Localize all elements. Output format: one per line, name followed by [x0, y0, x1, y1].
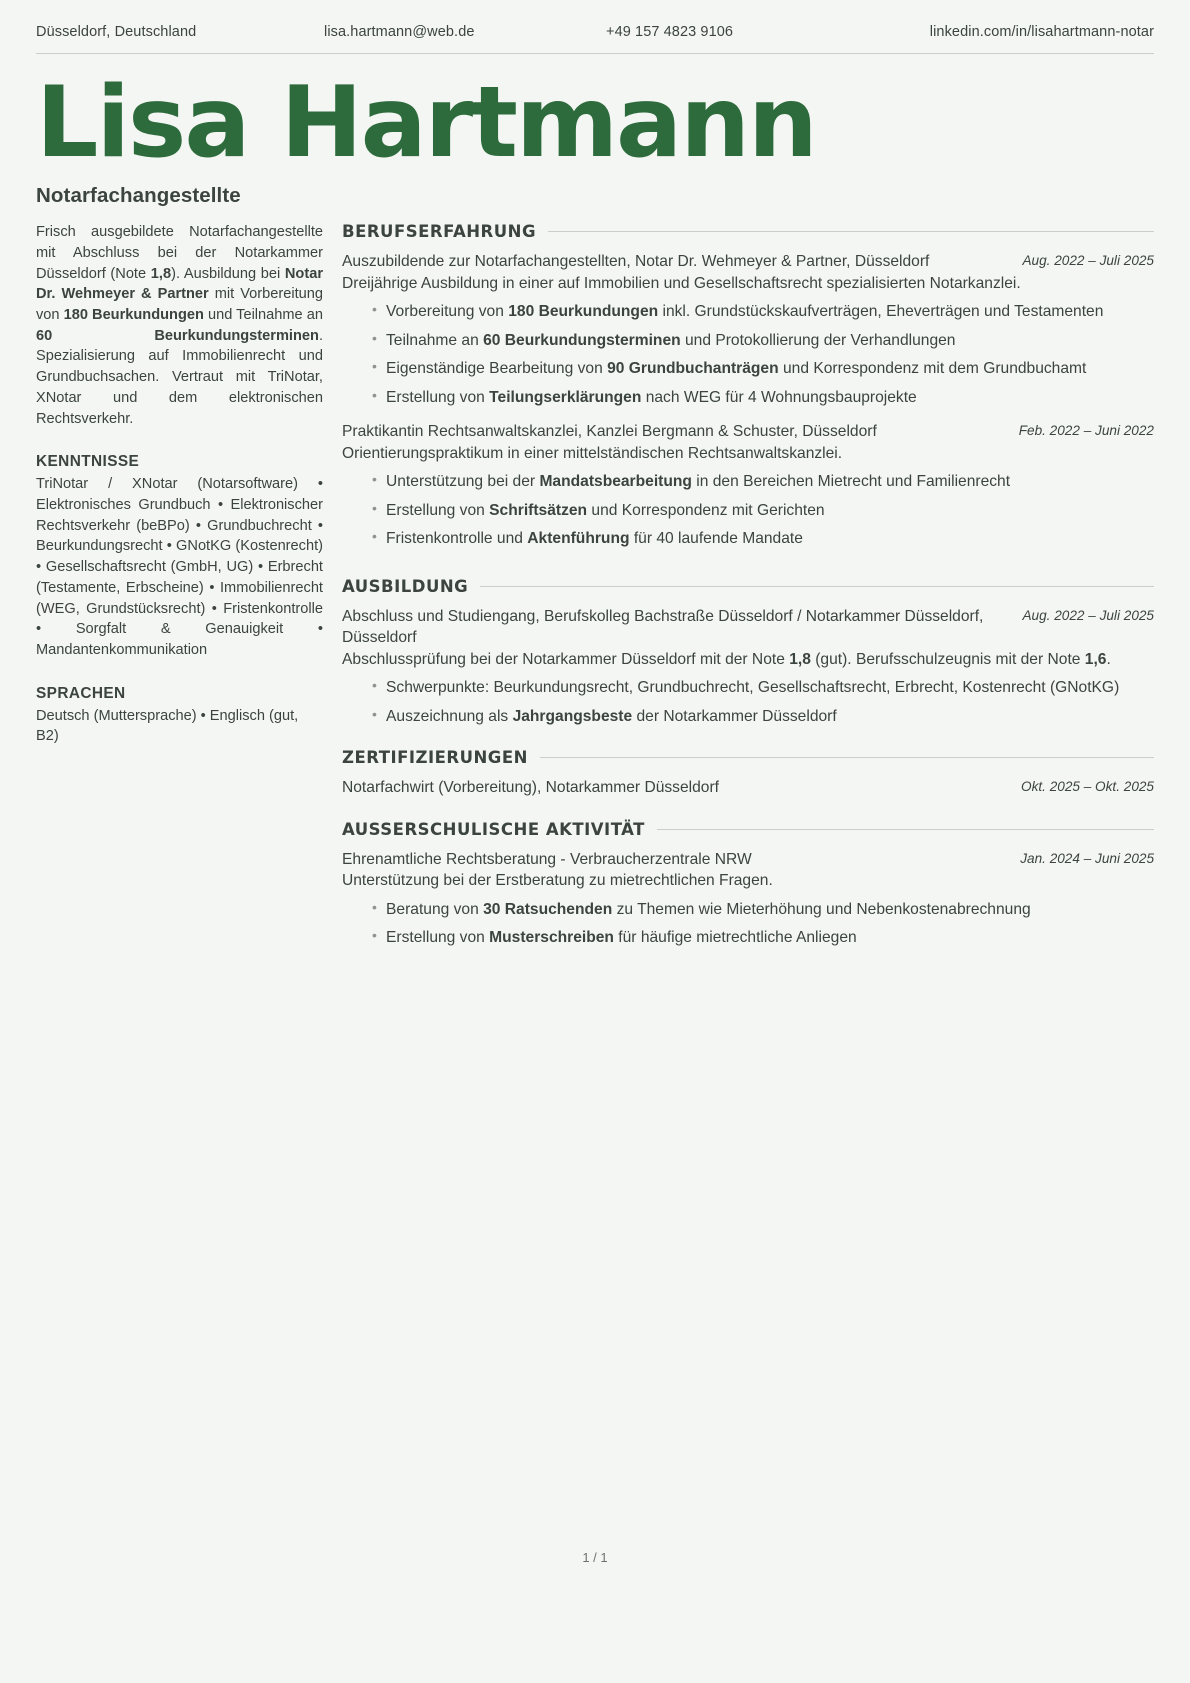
- entry-bullet-list: [342, 301, 1154, 408]
- entry-date: Aug. 2022 – Juli 2025: [1022, 607, 1154, 623]
- name-block: [0, 54, 1190, 208]
- contact-bar: [0, 0, 1190, 40]
- experience-entries: [342, 251, 1154, 550]
- entry-date: Feb. 2022 – Juni 2022: [1018, 423, 1154, 439]
- entry-bullet-list: [342, 899, 1154, 949]
- section-header-certifications: [342, 748, 1154, 767]
- main-column: [333, 222, 1154, 962]
- bullet-item: • Eigenständige Bearbeitung von 90 Grundbuchanträgen und Korrespondenz mit dem Grundbuchamt: [372, 358, 1154, 380]
- education-entries: [342, 606, 1154, 728]
- section-header-extracurricular: [342, 820, 1154, 839]
- entry-description: Dreijährige Ausbildung in einer auf Immobilien und Gesellschaftsrecht spezialisierten Notarkanzlei.: [342, 274, 1021, 292]
- contact-email[interactable]: lisa.hartmann@web.de: [324, 24, 475, 40]
- entry-date: Aug. 2022 – Juli 2025: [1022, 253, 1154, 269]
- section-certifications: [342, 748, 1154, 799]
- page-footer: 1 / 1: [582, 1550, 608, 1565]
- bullet-item: • Erstellung von Teilungserklärungen nach WEG für 4 Wohnungsbauprojekte: [372, 387, 1154, 409]
- entry-header: [342, 849, 1154, 871]
- spacer: [342, 812, 1154, 820]
- section-title: BERUFSERFAHRUNG: [342, 222, 536, 242]
- resume-entry: [342, 606, 1154, 728]
- entry-description: Abschlussprüfung bei der Notarkammer Düsseldorf mit der Note 1,8 (gut). Berufsschulzeugnis mit der Note 1,6.: [342, 650, 1111, 668]
- skills-list: TriNotar / XNotar (Notarsoftware) • Elektronisches Grundbuch • Elektronischer Rechtsverkehr (beBPo) • Grundbuchrecht • Beurkundungsrecht • GNotKG (Kostenrecht) • Gesellschaftsrecht (GmbH, UG) • Erbrecht (Testamente, Erbscheine) • Immobilienrecht (WEG, Grundstücksrecht) • Fristenkontrolle • Sorgfalt & Genauigkeit • Mandantenkommunikation: [36, 476, 323, 659]
- contact-linkedin[interactable]: linkedin.com/in/lisahartmann-notar: [929, 24, 1154, 40]
- entry-date: Okt. 2025 – Okt. 2025: [1021, 779, 1154, 795]
- candidate-job-title: Notarfachangestellte: [36, 184, 241, 208]
- bullet-item: • Vorbereitung von 180 Beurkundungen inkl. Grundstückskaufverträgen, Eheverträgen und Testamenten: [372, 301, 1154, 323]
- resume-entry: [342, 421, 1154, 550]
- bullet-item: • Teilnahme an 60 Beurkundungsterminen und Protokollierung der Verhandlungen: [372, 330, 1154, 352]
- entry-title: Auszubildende zur Notarfachangestellten, Notar Dr. Wehmeyer & Partner, Düsseldorf: [342, 253, 930, 271]
- bullet-item: • Erstellung von Schriftsätzen und Korrespondenz mit Gerichten: [372, 500, 1154, 522]
- languages-heading: SPRACHEN: [36, 684, 126, 702]
- languages-list: Deutsch (Muttersprache) • Englisch (gut, B2): [36, 707, 299, 745]
- section-header-education: [342, 577, 1154, 596]
- entry-date: Jan. 2024 – Juni 2025: [1020, 850, 1154, 866]
- entry-title: Abschluss und Studiengang, Berufskolleg Bachstraße Düsseldorf / Notarkammer Düsseldorf, Düsseldorf: [342, 607, 984, 647]
- bullet-item: • Unterstützung bei der Mandatsbearbeitung in den Bereichen Mietrecht und Familienrecht: [372, 471, 1154, 493]
- content-columns: [0, 208, 1190, 962]
- skills-heading: KENNTNISSE: [36, 453, 140, 471]
- extracurricular-entries: [342, 849, 1154, 949]
- section-education: [342, 577, 1154, 728]
- sidebar: [36, 222, 333, 747]
- section-rule: [548, 231, 1154, 232]
- entry-description: Orientierungspraktikum in einer mittelständischen Rechtsanwaltskanzlei.: [342, 444, 843, 462]
- entry-title: Ehrenamtliche Rechtsberatung - Verbraucherzentrale NRW: [342, 850, 752, 868]
- resume-entry: [342, 849, 1154, 949]
- bullet-item: • Auszeichnung als Jahrgangsbeste der Notarkammer Düsseldorf: [372, 706, 1154, 728]
- entry-header: [342, 421, 1154, 443]
- bullet-item: • Schwerpunkte: Beurkundungsrecht, Grundbuchrecht, Gesellschaftsrecht, Erbrecht, Kostenrecht (GNotKG): [372, 677, 1154, 699]
- section-rule: [657, 829, 1154, 830]
- entry-header: [342, 777, 1154, 799]
- spacer: [342, 740, 1154, 748]
- section-title: AUSBILDUNG: [342, 576, 469, 596]
- section-rule: [480, 586, 1154, 587]
- resume-entry: [342, 777, 1154, 799]
- entry-title: Notarfachwirt (Vorbereitung), Notarkammer Düsseldorf: [342, 779, 719, 797]
- section-title: ZERTIFIZIERUNGEN: [342, 748, 528, 768]
- section-extracurricular: [342, 820, 1154, 949]
- summary-text: Frisch ausgebildete Notarfachangestellte mit Abschluss bei der Notarkammer Düsseldorf (Note 1,8). Ausbildung bei Notar Dr. Wehmeyer & Partner mit Vorbereitung von 180 Beurkundungen und Teilnahme an 60 Beurkundungsterminen. Spezialisierung auf Immobilienrecht und Grundbuchsachen. Vertraut mit TriNotar, XNotar und dem elektronischen Rechtsverkehr.: [36, 224, 323, 427]
- bullet-item: • Beratung von 30 Ratsuchenden zu Themen wie Mieterhöhung und Nebenkostenabrechnung: [372, 899, 1154, 921]
- resume-entry: [342, 251, 1154, 408]
- certification-entries: [342, 777, 1154, 799]
- spacer: [342, 563, 1154, 577]
- bullet-item: • Erstellung von Musterschreiben für häufige mietrechtliche Anliegen: [372, 927, 1154, 949]
- section-rule: [540, 757, 1154, 758]
- entry-header: [342, 251, 1154, 273]
- entry-description: Unterstützung bei der Erstberatung zu mietrechtlichen Fragen.: [342, 872, 773, 890]
- entry-bullet-list: [342, 471, 1154, 550]
- contact-phone[interactable]: +49 157 4823 9106: [606, 24, 734, 40]
- contact-location: Düsseldorf, Deutschland: [36, 24, 197, 40]
- entry-header: [342, 606, 1154, 649]
- entry-title: Praktikantin Rechtsanwaltskanzlei, Kanzlei Bergmann & Schuster, Düsseldorf: [342, 423, 877, 441]
- section-header-experience: [342, 222, 1154, 241]
- bullet-item: • Fristenkontrolle und Aktenführung für 40 laufende Mandate: [372, 528, 1154, 550]
- section-title: AUSSERSCHULISCHE AKTIVITÄT: [342, 819, 645, 839]
- candidate-name: Lisa Hartmann: [36, 66, 816, 180]
- section-experience: [342, 222, 1154, 550]
- entry-bullet-list: [342, 677, 1154, 727]
